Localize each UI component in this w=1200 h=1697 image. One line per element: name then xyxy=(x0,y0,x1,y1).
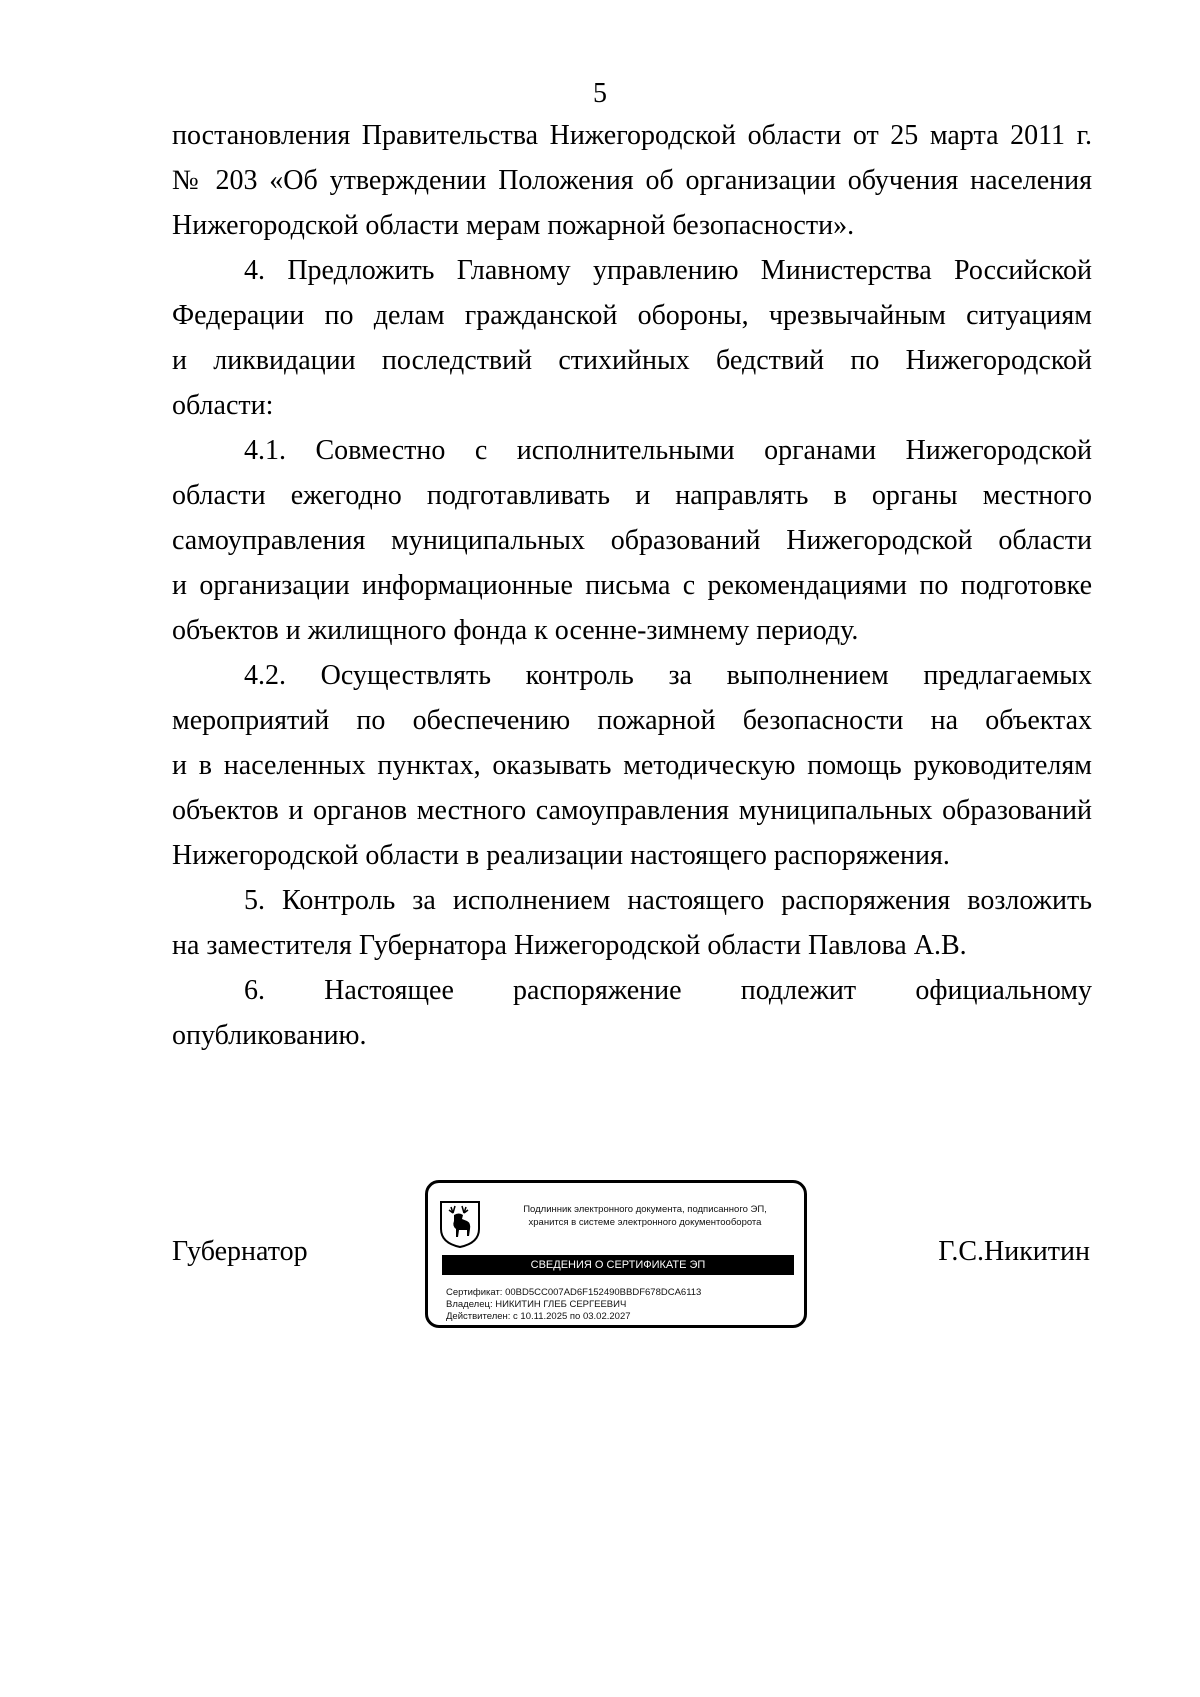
paragraph-line: объектов и жилищного фонда к осенне-зимнему периоду. xyxy=(172,615,859,646)
certificate-number: Сертификат: 00BD5CC007AD6F152490BBDF678DCA6113 xyxy=(446,1287,702,1298)
stamp-banner: СВЕДЕНИЯ О СЕРТИФИКАТЕ ЭП xyxy=(442,1255,794,1275)
paragraph-line: объектов и органов местного самоуправления муниципальных образований xyxy=(172,795,1092,826)
signer-name: Г.С.Никитин xyxy=(938,1236,1090,1267)
paragraph-line: на заместителя Губернатора Нижегородской области Павлова А.В. xyxy=(172,930,967,961)
page-number: 5 xyxy=(593,78,607,109)
paragraph-line: № 203 «Об утверждении Положения об организации обучения населения xyxy=(172,165,1092,196)
signer-title: Губернатор xyxy=(172,1236,308,1267)
paragraph-line: и организации информационные письма с рекомендациями по подготовке xyxy=(172,570,1092,601)
certificate-validity: Действителен: с 10.11.2025 по 03.02.2027 xyxy=(446,1311,631,1322)
paragraph-line: мероприятий по обеспечению пожарной безопасности на объектах xyxy=(172,705,1092,736)
paragraph-line: области ежегодно подготавливать и направлять в органы местного xyxy=(172,480,1092,511)
paragraph-line: и в населенных пунктах, оказывать методическую помощь руководителям xyxy=(172,750,1092,781)
certificate-details xyxy=(446,1287,701,1323)
paragraph-line: 4.2. Осуществлять контроль за выполнением предлагаемых xyxy=(244,660,1092,691)
stamp-header-line: хранится в системе электронного документооборота xyxy=(528,1217,762,1228)
paragraph-line: области: xyxy=(172,390,274,421)
deer-coat-of-arms-icon xyxy=(438,1199,482,1249)
stamp-header xyxy=(490,1203,800,1229)
signature-block xyxy=(0,1168,1200,1328)
paragraph-line: Федерации по делам гражданской обороны, чрезвычайным ситуациям xyxy=(172,300,1092,331)
paragraph-line: опубликованию. xyxy=(172,1020,367,1051)
paragraph-line: постановления Правительства Нижегородской области от 25 марта 2011 г. xyxy=(172,120,1092,151)
electronic-signature-stamp xyxy=(425,1180,807,1328)
paragraph-line: Нижегородской области в реализации настоящего распоряжения. xyxy=(172,840,950,871)
paragraph-line: 6. Настоящее распоряжение подлежит официальному xyxy=(244,975,1092,1006)
certificate-owner: Владелец: НИКИТИН ГЛЕБ СЕРГЕЕВИЧ xyxy=(446,1299,627,1310)
paragraph-line: 4.1. Совместно с исполнительными органами Нижегородской xyxy=(244,435,1092,466)
paragraph-line: Нижегородской области мерам пожарной безопасности». xyxy=(172,210,855,241)
paragraph-line: 5. Контроль за исполнением настоящего распоряжения возложить xyxy=(244,885,1092,916)
paragraph-line: самоуправления муниципальных образований Нижегородской области xyxy=(172,525,1092,556)
stamp-header-line: Подлинник электронного документа, подписанного ЭП, xyxy=(523,1204,767,1215)
paragraph-line: и ликвидации последствий стихийных бедствий по Нижегородской xyxy=(172,345,1092,376)
paragraph-line: 4. Предложить Главному управлению Министерства Российской xyxy=(244,255,1092,286)
